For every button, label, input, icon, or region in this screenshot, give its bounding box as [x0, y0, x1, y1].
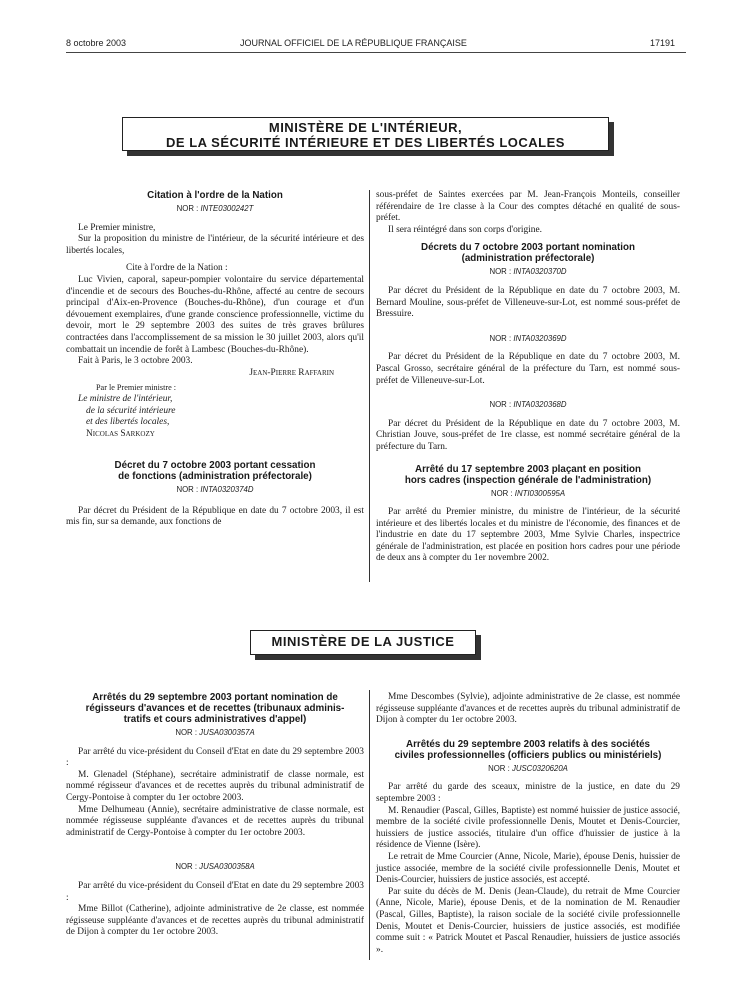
decret-cessation-nor: NOR : INTA0320374D [176, 485, 254, 495]
courcier-paragraph: Le retrait de Mme Courcier (Anne, Nicole, Marie), épouse Denis, huissier de justice associée, membre de la société civile professionnelle Denis, Moutet et Denis-Courcier, huissiers de justice associés, est accepté. [376, 851, 680, 886]
column-divider-top [369, 190, 370, 582]
descombes-paragraph: Mme Descombes (Sylvie), adjointe administrative de 2e classe, est nommée régisseuse suppléante d'avances et de recettes auprès du tribunal administratif de Dijon à compter du 1er octobre 2003. [376, 692, 680, 726]
ministry-interieur-box [122, 117, 609, 151]
nor-620a: NOR : JUSC0320620A [488, 763, 568, 773]
billot-paragraph: Mme Billot (Catherine), adjointe administrative de 2e classe, est nommée régisseuse suppléante d'avances et de recettes auprès du tribunal administratif de Dijon à compter du 1er octobre 2003. [66, 904, 364, 938]
nor-368d: NOR : INTA0320368D [489, 400, 567, 410]
right-column-top [376, 190, 680, 565]
charles-paragraph: Par arrêté du Premier ministre, du ministre de l'intérieur, de la sécurité intérieure et des libertés locales et du ministre de l'économie, des finances et de l'industrie en date du 17 septembre 2003, Mme Sylvie Charles, inspectrice générale de l'administration, est placée en position hors cadres pour une période de deux ans à compter du 1er novembre 2002. [376, 507, 680, 564]
nor-358a: NOR : JUSA0300358A [175, 862, 255, 872]
ministry-interieur-line1: MINISTÈRE DE L'INTÉRIEUR, [268, 120, 463, 135]
citation-p1: Le Premier ministre, [78, 222, 156, 233]
ministre-line1: Le ministre de l'intérieur, [78, 393, 173, 404]
mouline-paragraph: Par décret du Président de la République en date du 7 octobre 2003, M. Bernard Mouline, sous-préfet de Villeneuve-sur-Lot, est nommé sous-préfet de Bressuire. [376, 285, 680, 320]
regisseurs-title-3: tratifs et cours administratives d'appel) [123, 714, 307, 725]
regisseurs-title-1: Arrêtés du 29 septembre 2003 portant nomination de [92, 692, 338, 703]
par-le-premier-ministre: Par le Premier ministre : [96, 383, 177, 393]
jouve-paragraph: Par décret du Président de la République en date du 7 octobre 2003, M. Christian Jouve, sous-préfet de 1re classe, est nommé secrétaire général de la préfecture du Tarn. [376, 418, 680, 452]
deces-denis-paragraph: Par suite du décès de M. Denis (Jean-Claude), du retrait de Mme Courcier (Anne, Nicole, Marie), épouse Denis, et de la nomination de M. Renaudier (Pascal, Gilles, Baptiste), la raison sociale de la société civile professionnelle Denis, Moutet et Denis-Courcier, huissiers de justice associés, est modifiée comme suit : « Patrick Moutet et Pascal Renaudier, huissiers de justice associés ». [376, 886, 680, 955]
decret-cessation-title-2: de fonctions (administration préfectorale) [118, 471, 312, 483]
citation-p3: Cite à l'ordre de la Nation : [126, 263, 228, 274]
delhumeau-paragraph: Mme Delhumeau (Annie), secrétaire administrative de classe normale, est nommée régisseuse suppléante d'avances et de recettes auprès du tribunal administratif de Cergy-Pontoise à compter du 1er octobre 2003. [66, 804, 364, 838]
scp-intro: Par arrêté du garde des sceaux, ministre de la justice, en date du 29 septembre 2003 : [376, 782, 680, 804]
regisseurs-intro-1: Par arrêté du vice-président du Conseil d'Etat en date du 29 septembre 2003 : [66, 746, 364, 769]
citation-nor: NOR : INTE0300242T [176, 204, 254, 213]
monteils-continuation: sous-préfet de Saintes exercées par M. Jean-François Monteils, conseiller référendaire de 1re classe à la Cour des comptes détaché en qualité de sous-préfet. [376, 190, 680, 224]
header-date: 8 octobre 2003 [66, 38, 127, 48]
glenadel-paragraph: M. Glenadel (Stéphane), secrétaire administratif de classe normale, est nommé régisseur d'avances et de recettes auprès du tribunal administratif de Cergy-Pontoise à compter du 1er octobre 2003. [66, 769, 364, 803]
decret-cessation-title-1: Décret du 7 octobre 2003 portant cessation [114, 460, 316, 472]
arrete-hors-cadres-title-1: Arrêté du 17 septembre 2003 plaçant en position [415, 463, 641, 475]
decret-cessation-p1: Par décret du Président de la République en date du 7 octobre 2003, il est mis fin, sur sa demande, aux fonctions de [66, 505, 364, 528]
ministry-justice-title: MINISTÈRE DE LA JUSTICE [271, 634, 455, 649]
regisseurs-intro-2: Par arrêté du vice-président du Conseil d'Etat en date du 29 septembre 2003 : [66, 880, 364, 903]
regisseurs-title-2: régisseurs d'avances et de recettes (tribunaux adminis- [85, 703, 345, 714]
ministry-interieur-line2: DE LA SÉCURITÉ INTÉRIEURE ET DES LIBERTÉS LOCALES [166, 135, 565, 150]
nor-357a: NOR : JUSA0300357A [175, 728, 255, 737]
nor-370d: NOR : INTA0320370D [489, 267, 567, 277]
scp-title-2: civiles professionnelles (officiers publics ou ministériels) [394, 749, 662, 761]
ministry-justice-box [250, 630, 476, 655]
signature-sarkozy: Nicolas Sarkozy [86, 428, 155, 439]
column-divider-bottom [369, 690, 370, 960]
ministre-line3: et des libertés locales, [86, 417, 170, 428]
citation-fait: Fait à Paris, le 3 octobre 2003. [78, 356, 193, 367]
reintegre: Il sera réintégré dans son corps d'origine. [388, 224, 542, 235]
nor-595a: NOR : INTI0300595A [490, 488, 566, 498]
citation-p4: Luc Vivien, caporal, sapeur-pompier volontaire du service départemental d'incendie et de secours des Bouches-du-Rhône, affecté au centre de secours principal d'Aix-en-Provence (Bouches-du-Rhône), d'un courage et d'un dévouement exemplaires, d'une grande conscience professionnelle, victime du devoir, mort le 29 septembre 2003 des suites de très graves brûlures contractées dans l'accomplissement de sa mission le 30 juillet 2003, alors qu'il combattait un incendie de forêt à Lambesc (Bouches-du-Rhône). [66, 274, 364, 355]
decrets-nomination-title-2: (administration préfectorale) [461, 253, 595, 265]
scp-title-1: Arrêtés du 29 septembre 2003 relatifs à des sociétés [406, 738, 650, 750]
left-column-top [66, 190, 364, 529]
header-rule [66, 52, 686, 53]
header-page-number: 17191 [650, 38, 676, 48]
citation-title: Citation à l'ordre de la Nation [147, 190, 283, 201]
arrete-hors-cadres-title-2: hors cadres (inspection générale de l'administration) [404, 474, 652, 486]
grosso-paragraph: Par décret du Président de la République en date du 7 octobre 2003, M. Pascal Grosso, secrétaire général de la préfecture du Tarn, est nommé sous-préfet de Villeneuve-sur-Lot. [376, 352, 680, 386]
signature-raffarin: Jean-Pierre Raffarin [249, 367, 334, 378]
left-column-bottom [66, 692, 364, 939]
decrets-nomination-title-1: Décrets du 7 octobre 2003 portant nomination [421, 242, 635, 254]
right-column-bottom [376, 692, 680, 956]
ministre-line2: de la sécurité intérieure [86, 405, 176, 416]
citation-p2: Sur la proposition du ministre de l'intérieur, de la sécurité intérieure et des libertés locales, [66, 234, 364, 256]
nor-369d: NOR : INTA0320369D [489, 333, 567, 343]
renaudier-paragraph: M. Renaudier (Pascal, Gilles, Baptiste) est nommé huissier de justice associé, membre de la société civile professionnelle Denis, Moutet et Denis-Courcier, huissiers de justice associés, titulaire d'un office d'huissier de justice à la résidence de Vienne (Isère). [376, 805, 680, 851]
header-journal-title: JOURNAL OFFICIEL DE LA RÉPUBLIQUE FRANÇAISE [240, 38, 467, 48]
